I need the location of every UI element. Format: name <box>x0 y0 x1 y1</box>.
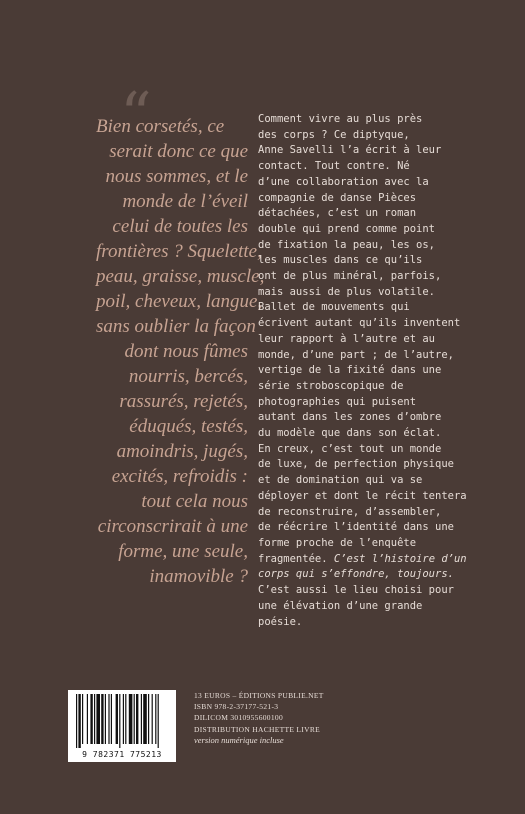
barcode-bar <box>119 694 120 748</box>
description-line: photographies qui puisent <box>258 395 417 408</box>
description-line: En creux, c’est tout un monde <box>258 442 442 455</box>
barcode-bar <box>87 694 88 744</box>
pull-quote <box>96 114 265 589</box>
barcode-bar <box>108 694 109 744</box>
barcode-bar <box>90 694 92 744</box>
quote-line: peau, graisse, muscle, <box>96 266 265 287</box>
quote-line: nourris, bercés, <box>128 366 248 387</box>
description-line: vertige de la fixité dans une <box>258 364 442 377</box>
quote-line: excités, refroidis : <box>111 466 248 487</box>
italic-phrase: C’est l’histoire d’un <box>333 552 467 565</box>
description-line: C’est aussi le lieu choisi pour <box>258 584 454 597</box>
description-line: série stroboscopique de <box>258 379 404 392</box>
price-publisher: 13 EUROS – ÉDITIONS PUBLIE.NET <box>194 691 324 700</box>
digital-version-note: version numérique incluse <box>194 734 284 745</box>
barcode-bar <box>76 694 77 748</box>
quote-line: frontières ? Squelette, <box>96 241 262 262</box>
barcode-bar <box>141 694 142 744</box>
description-line: double qui prend comme point <box>258 222 436 235</box>
quote-line: tout cela nous <box>141 491 248 512</box>
barcode-bar <box>129 694 133 744</box>
quote-line: sans oublier la façon <box>96 316 256 337</box>
italic-phrase: corps qui s’effondre, toujours. <box>258 568 454 581</box>
barcode-bar <box>134 694 135 744</box>
barcode-bar <box>152 694 153 744</box>
quote-line: Bien corsetés, ce <box>96 116 225 137</box>
book-description <box>258 112 503 630</box>
description-line: détachées, c’est un roman <box>258 207 417 220</box>
quote-line: nous sommes, et le <box>105 166 248 187</box>
barcode-bar <box>94 694 95 744</box>
description-line: de réécrire l’identité dans une <box>258 521 454 534</box>
description-line: d’une collaboration avec la <box>258 175 429 188</box>
quote-line: éduqués, testés, <box>129 416 248 437</box>
barcode-bar <box>123 694 124 744</box>
quote-line: amoindris, jugés, <box>116 441 248 462</box>
quote-line: inamovible ? <box>149 566 248 587</box>
barcode-bars <box>68 690 176 748</box>
description-line: forme proche de l’enquête <box>258 536 417 549</box>
barcode-bar <box>105 694 106 744</box>
isbn-number: ISBN 978-2-37177-521-3 <box>194 702 279 712</box>
quote-mark-icon: “ <box>120 78 152 151</box>
publication-info <box>194 690 354 746</box>
description-line: mais aussi de plus volatile. <box>258 285 436 298</box>
barcode-digits: 9 782371 775213 <box>68 748 176 762</box>
quote-line: rassurés, rejetés, <box>119 391 248 412</box>
description-line: de fixation la peau, les os, <box>258 238 436 251</box>
barcode-bar <box>101 694 103 744</box>
description-line <box>258 567 503 583</box>
quote-line: poil, cheveux, langue, <box>96 291 263 312</box>
barcode-bar <box>136 694 138 744</box>
description-line: contact. Tout contre. Né <box>258 160 410 173</box>
description-line: et de domination qui va se <box>258 474 423 487</box>
dilicom-number: DILICOM 3010955600100 <box>194 713 284 723</box>
description-line: Comment vivre au plus près <box>258 113 423 125</box>
barcode-bar <box>125 694 126 744</box>
quote-line: forme, une seule, <box>118 541 248 562</box>
description-line: autant dans les zones d’ombre <box>258 411 442 424</box>
barcode-bar <box>82 694 83 744</box>
description-line: du modèle que dans son éclat. <box>258 427 442 440</box>
barcode-bar <box>158 694 159 748</box>
description-line: leur rapport à l’autre et au <box>258 332 436 345</box>
quote-line: circonscrirait à une <box>97 516 248 537</box>
description-line: compagnie de danse Pièces <box>258 191 417 204</box>
quote-line: monde de l’éveil <box>122 191 248 212</box>
barcode-bar <box>96 694 100 744</box>
description-line: les muscles dans ce qu’ils <box>258 254 423 267</box>
description-line: monde, d’une part ; de l’autre, <box>258 348 454 361</box>
barcode-bar <box>111 694 112 744</box>
barcode-bar <box>78 694 80 748</box>
barcode-bar <box>155 694 156 744</box>
description-line: Anne Savelli l’a écrit à leur <box>258 144 442 157</box>
description-line-mixed <box>258 552 503 568</box>
quote-line: dont nous fûmes <box>124 341 248 362</box>
description-line: déployer et dont le récit tentera <box>258 489 467 502</box>
description-line: des corps ? Ce diptyque, <box>258 128 410 141</box>
description-line: poésie. <box>258 615 303 628</box>
description-line: ont de plus minéral, parfois, <box>258 270 442 283</box>
quote-line: celui de toutes les <box>112 216 248 237</box>
distribution: DISTRIBUTION HACHETTE LIVRE <box>194 724 321 734</box>
description-line: écrivent autant qu’ils inventent <box>258 317 461 330</box>
barcode-bar <box>143 694 147 744</box>
description-text: fragmentée. <box>258 552 328 565</box>
description-line: une élévation d’une grande <box>258 599 423 612</box>
barcode-bar <box>116 694 118 744</box>
description-line: de reconstruire, d’assembler, <box>258 505 442 518</box>
description-line: Ballet de mouvements qui <box>258 301 410 314</box>
quote-line: serait donc ce que <box>109 141 248 162</box>
description-line: de luxe, de perfection physique <box>258 458 454 471</box>
barcode-bar <box>148 694 149 744</box>
